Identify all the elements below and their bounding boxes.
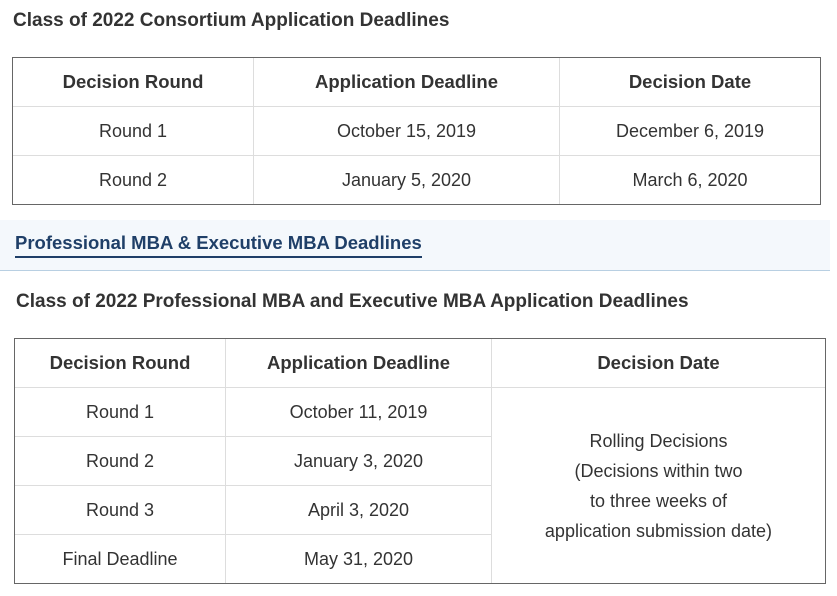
application-deadline-cell: October 11, 2019 [226, 388, 492, 437]
rolling-decisions-line: to three weeks of [589, 490, 728, 511]
rolling-decisions-line: (Decisions within two [574, 460, 743, 481]
professional-executive-mba-tab[interactable]: Professional MBA & Executive MBA Deadlines [15, 232, 422, 258]
application-deadline-cell: January 3, 2020 [226, 437, 492, 486]
rolling-decisions-cell [492, 388, 826, 584]
decision-round-cell: Round 3 [15, 486, 226, 535]
column-header-decision-date: Decision Date [560, 58, 821, 107]
rolling-decisions-line: application submission date) [544, 520, 773, 541]
decision-round-cell: Round 2 [15, 437, 226, 486]
column-header-application-deadline: Application Deadline [226, 339, 492, 388]
application-deadline-cell: January 5, 2020 [254, 156, 560, 205]
decision-date-cell: March 6, 2020 [560, 156, 821, 205]
decision-round-cell: Round 2 [13, 156, 254, 205]
decision-round-cell: Final Deadline [15, 535, 226, 584]
professional-deadlines-table [14, 338, 826, 584]
table-header-row [15, 339, 826, 388]
section-tab-bar [0, 220, 830, 271]
table-row [15, 388, 826, 437]
decision-round-cell: Round 1 [13, 107, 254, 156]
consortium-heading: Class of 2022 Consortium Application Deadlines [13, 10, 450, 31]
column-header-decision-round: Decision Round [15, 339, 226, 388]
column-header-application-deadline: Application Deadline [254, 58, 560, 107]
column-header-decision-round: Decision Round [13, 58, 254, 107]
table-row [13, 156, 821, 205]
column-header-decision-date: Decision Date [492, 339, 826, 388]
table-row [13, 107, 821, 156]
application-deadline-cell: October 15, 2019 [254, 107, 560, 156]
decision-date-cell: December 6, 2019 [560, 107, 821, 156]
professional-heading: Class of 2022 Professional MBA and Executive MBA Application Deadlines [16, 291, 689, 312]
application-deadline-cell: April 3, 2020 [226, 486, 492, 535]
table-header-row [13, 58, 821, 107]
rolling-decisions-line: Rolling Decisions [589, 430, 728, 451]
consortium-deadlines-table [12, 57, 821, 205]
decision-round-cell: Round 1 [15, 388, 226, 437]
application-deadline-cell: May 31, 2020 [226, 535, 492, 584]
